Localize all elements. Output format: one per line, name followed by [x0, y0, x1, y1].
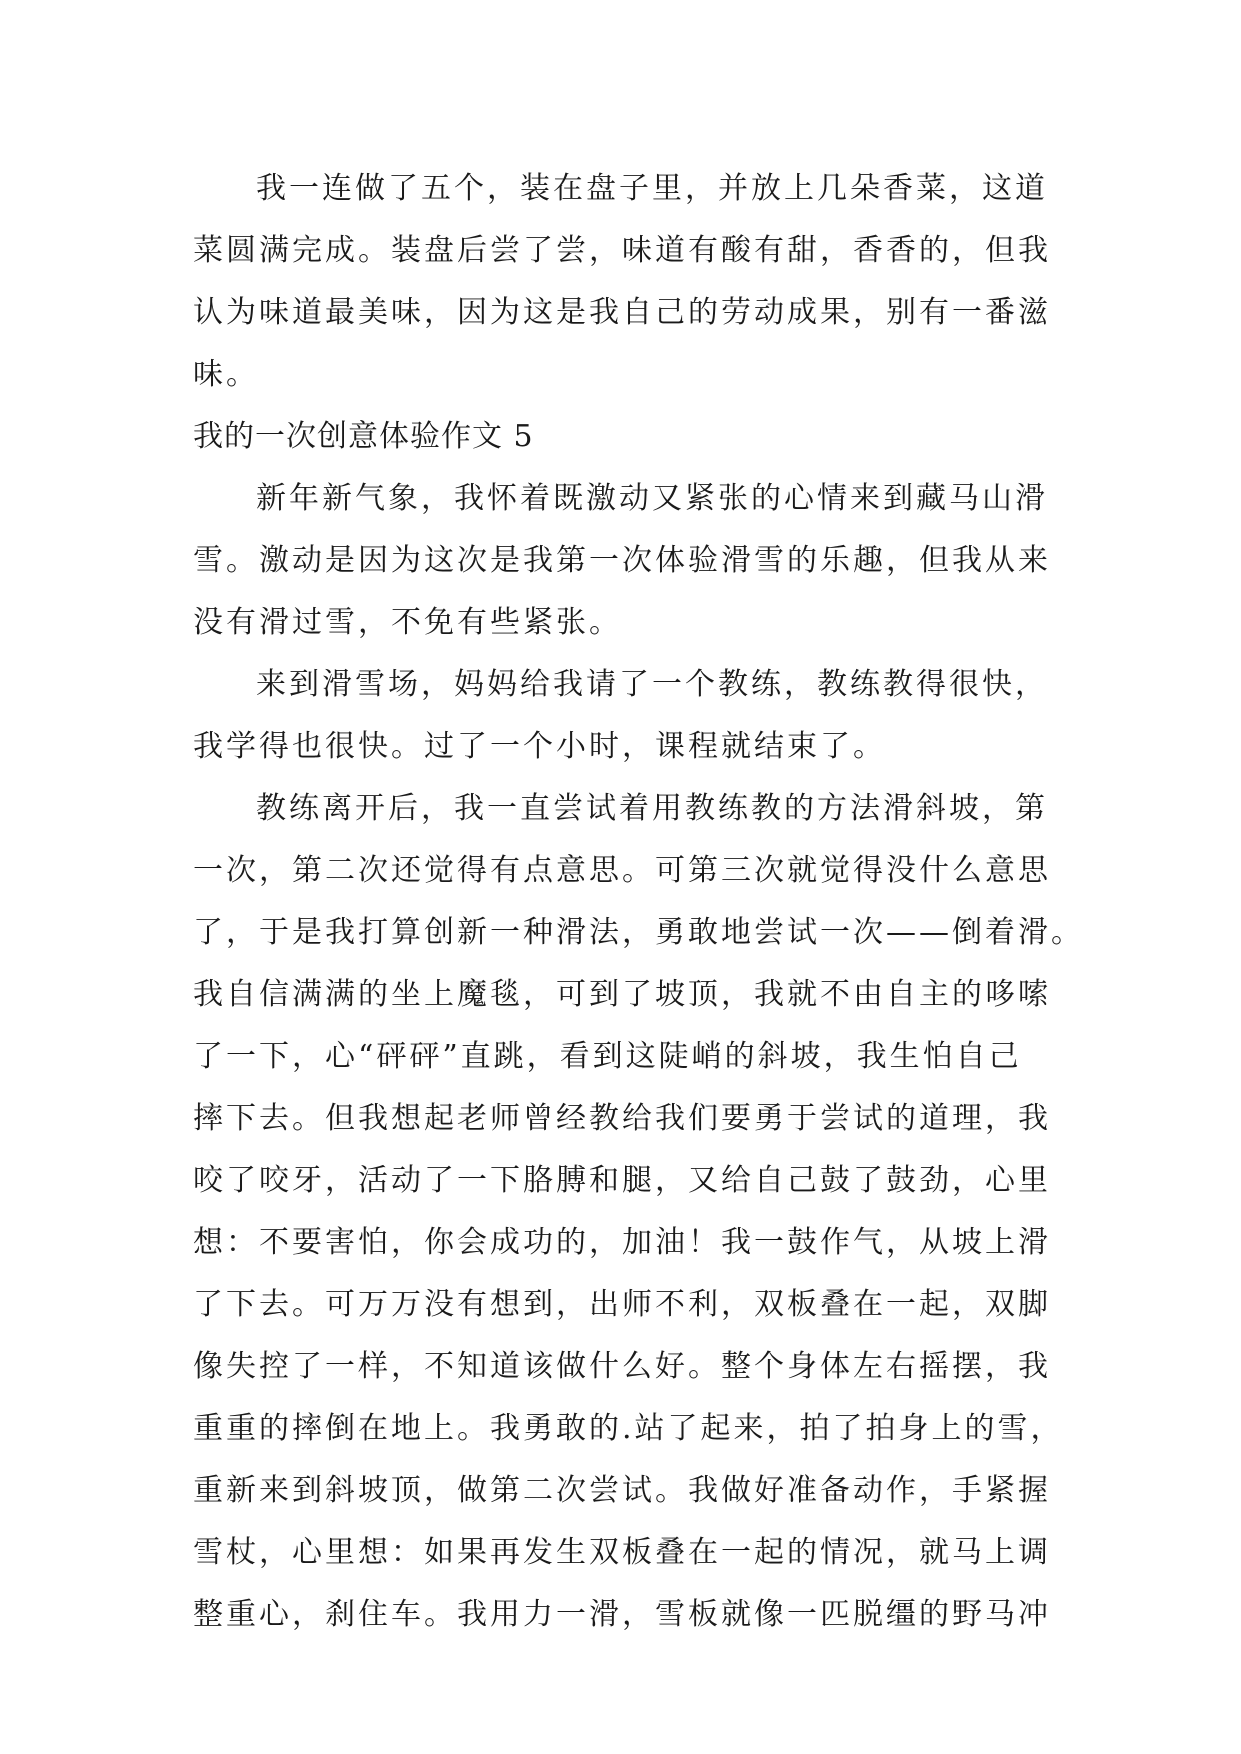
text-line: 菜圆满完成。装盘后尝了尝，味道有酸有甜，香香的，但我 — [193, 233, 1051, 268]
text-line: 来到滑雪场，妈妈给我请了一个教练，教练教得很快， — [256, 667, 1048, 702]
text-line: 雪。激动是因为这次是我第一次体验滑雪的乐趣，但我从来 — [193, 543, 1051, 578]
text-line: 想：不要害怕，你会成功的，加油！我一鼓作气，从坡上滑 — [193, 1225, 1051, 1260]
text-line: 了下去。可万万没有想到，出师不利，双板叠在一起，双脚 — [193, 1287, 1051, 1322]
text-line: 重重的摔倒在地上。我勇敢的.站了起来，拍了拍身上的雪， — [193, 1411, 1064, 1446]
paragraph-1 — [193, 158, 1053, 406]
text-line: 新年新气象，我怀着既激动又紧张的心情来到藏马山滑 — [256, 481, 1048, 516]
text-line: 我学得也很快。过了一个小时，课程就结束了。 — [193, 729, 886, 764]
text-line: 雪杖，心里想：如果再发生双板叠在一起的情况，就马上调 — [193, 1535, 1051, 1570]
section-heading: 我的一次创意体验作文 5 — [193, 419, 534, 454]
text-line: 像失控了一样，不知道该做什么好。整个身体左右摇摆，我 — [193, 1349, 1051, 1384]
text-line: 摔下去。但我想起老师曾经教给我们要勇于尝试的道理，我 — [193, 1101, 1051, 1136]
paragraph-3 — [193, 654, 1053, 778]
text-line: 认为味道最美味，因为这是我自己的劳动成果，别有一番滋 — [193, 295, 1051, 330]
text-line: 咬了咬牙，活动了一下胳膊和腿，又给自己鼓了鼓劲，心里 — [193, 1163, 1051, 1198]
text-line: 没有滑过雪，不免有些紧张。 — [193, 605, 622, 640]
text-line: 了，于是我打算创新一种滑法，勇敢地尝试一次——倒着滑。 — [193, 915, 1084, 950]
document-body — [193, 158, 1084, 1646]
text-line: 我自信满满的坐上魔毯，可到了坡顶，我就不由自主的哆嗦 — [193, 977, 1051, 1012]
paragraph-2 — [193, 468, 1053, 654]
paragraph-4 — [193, 778, 1084, 1646]
text-line: 我一连做了五个，装在盘子里，并放上几朵香菜，这道 — [256, 171, 1048, 206]
text-line: 教练离开后，我一直尝试着用教练教的方法滑斜坡，第 — [256, 791, 1048, 826]
text-line: 整重心，刹住车。我用力一滑，雪板就像一匹脱缰的野马冲 — [193, 1597, 1051, 1632]
text-line: 味。 — [193, 357, 259, 392]
text-line: 了一下，心“砰砰”直跳，看到这陡峭的斜坡，我生怕自己 — [193, 1039, 1022, 1074]
text-line: 重新来到斜坡顶，做第二次尝试。我做好准备动作，手紧握 — [193, 1473, 1051, 1508]
text-line: 一次，第二次还觉得有点意思。可第三次就觉得没什么意思 — [193, 853, 1051, 888]
